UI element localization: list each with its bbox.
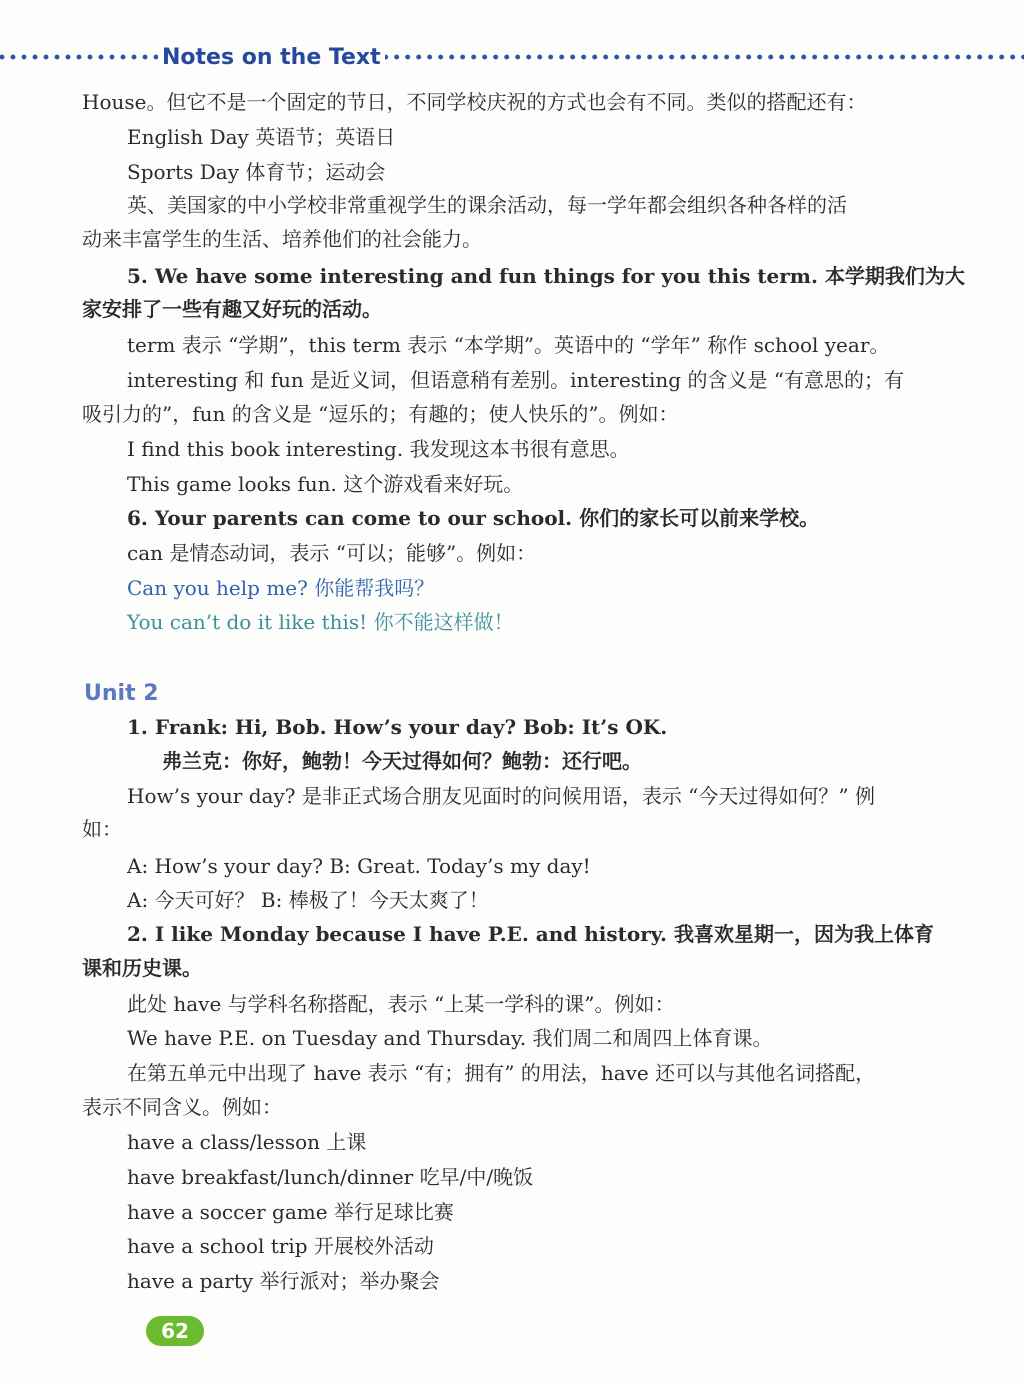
example-line: We have P.E. on Tuesday and Thursday. 我们周二和周四上体育课。 [127,1026,773,1050]
example-line: I find this book interesting. 我发现这本书很有意思。 [127,437,630,461]
section-header [0,40,1024,74]
text-line: term 表示 “学期”，this term 表示 “本学期”。英语中的 “学年” 称作 school year。 [127,333,890,357]
note-heading: 1. Frank: Hi, Bob. How’s your day? Bob: It’s OK. [127,715,668,739]
text-line: can 是情态动词，表示 “可以；能够”。例如： [127,541,537,565]
note-heading: 课和历史课。 [82,956,202,980]
text-line: 此处 have 与学科名称搭配，表示 “上某一学科的课”。例如： [127,992,675,1016]
text-line: How’s your day? 是非正式场合朋友见面时的问候用语，表示 “今天过得如何？” 例 [127,784,875,808]
collocation-item: have a party 举行派对；举办聚会 [127,1269,440,1293]
note-heading: 弗兰克：你好，鲍勃！今天过得如何？鲍勃：还行吧。 [162,749,642,773]
text-line: 如： [82,817,122,841]
text-line: Sports Day 体育节；运动会 [127,160,386,184]
text-line: 在第五单元中出现了 have 表示 “有；拥有” 的用法，have 还可以与其他名词搭配， [127,1061,876,1085]
page-number-badge: 62 [146,1316,204,1346]
example-line: A: 今天可好？ B: 棒极了！今天太爽了！ [127,888,489,912]
text-line: English Day 英语节；英语日 [127,125,396,149]
example-line: You can’t do it like this! 你不能这样做！ [127,610,514,634]
collocation-item: have breakfast/lunch/dinner 吃早/中/晚饭 [127,1165,534,1189]
text-line: 英、美国家的中小学校非常重视学生的课余活动，每一学年都会组织各种各样的活 [127,193,847,217]
note-heading: 5. We have some interesting and fun things for you this term. 本学期我们为大 [127,264,965,288]
example-line: A: How’s your day? B: Great. Today’s my day! [127,854,591,878]
dotted-rule-right [385,54,1024,60]
text-line: House。但它不是一个固定的节日，不同学校庆祝的方式也会有不同。类似的搭配还有： [82,90,867,114]
collocation-item: have a soccer game 举行足球比赛 [127,1200,454,1224]
note-heading: 6. Your parents can come to our school. 你们的家长可以前来学校。 [127,506,820,530]
example-line: Can you help me? 你能帮我吗？ [127,576,435,600]
unit-title: Unit 2 [84,681,159,706]
text-line: 动来丰富学生的生活、培养他们的社会能力。 [82,227,482,251]
dotted-rule-left [0,54,158,60]
collocation-item: have a school trip 开展校外活动 [127,1234,434,1258]
text-line: interesting 和 fun 是近义词，但语意稍有差别。interesting 的含义是 “有意思的；有 [127,368,905,392]
example-line: This game looks fun. 这个游戏看来好玩。 [127,472,524,496]
section-title: Notes on the Text [162,44,381,70]
text-line: 表示不同含义。例如： [82,1095,282,1119]
text-line: 吸引力的”，fun 的含义是 “逗乐的；有趣的；使人快乐的”。例如： [82,402,679,426]
collocation-item: have a class/lesson 上课 [127,1130,367,1154]
note-heading: 家安排了一些有趣又好玩的活动。 [82,297,382,321]
note-heading: 2. I like Monday because I have P.E. and history. 我喜欢星期一，因为我上体育 [127,922,934,946]
